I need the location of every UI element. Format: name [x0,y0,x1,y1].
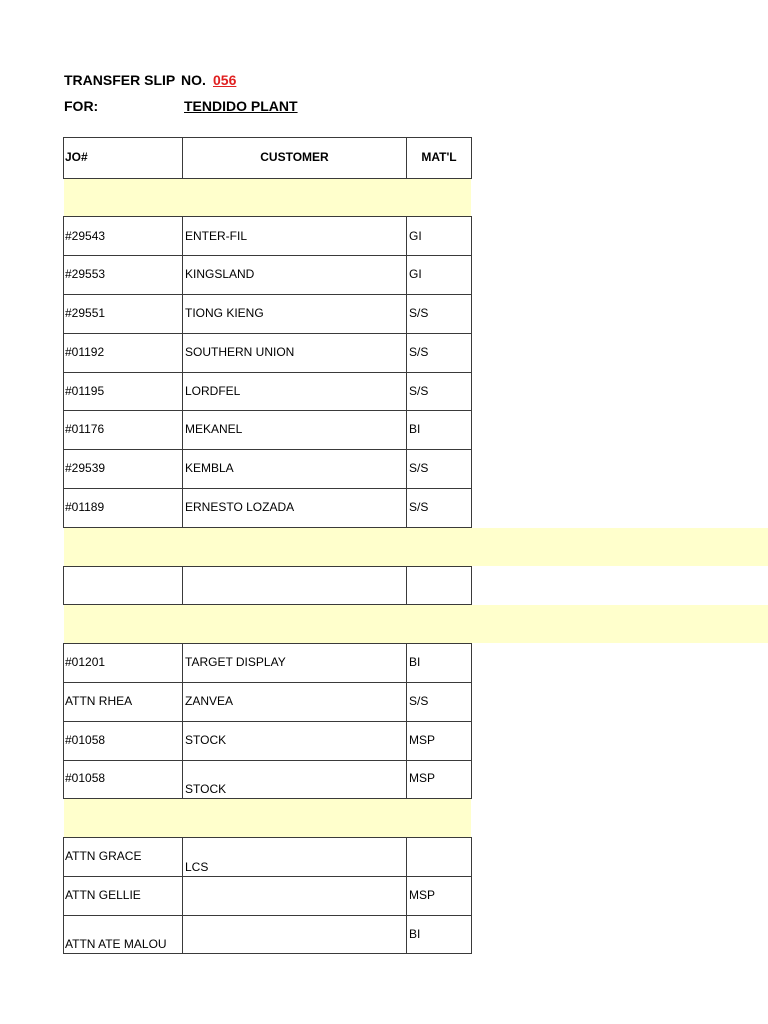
cell-jo: #29543 [65,229,106,243]
cell-jo: #29551 [65,306,106,320]
for-label: FOR: [64,98,99,114]
cell-matl: S/S [409,461,429,475]
cell-jo: #01189 [65,500,105,514]
cell-jo: #01176 [65,422,105,436]
cell-matl: S/S [409,384,429,398]
slip-number-label: NO. [181,72,206,88]
cell-matl: GI [409,229,422,243]
cell-customer: LORDFEL [185,384,241,398]
cell-customer: MEKANEL [185,422,243,436]
cell-matl: BI [409,927,421,941]
cell-customer: TARGET DISPLAY [185,655,286,669]
for-value: TENDIDO PLANT [184,98,298,114]
cell-matl: S/S [409,345,429,359]
column-header-customer: CUSTOMER [260,150,329,164]
cell-customer: ENTER-FIL [185,229,248,243]
cell-jo: ATTN GELLIE [65,888,141,902]
cell-customer: ERNESTO LOZADA [185,500,295,514]
cell-jo: #29553 [65,267,106,281]
cell-jo: #01058 [65,733,106,747]
cell-matl: MSP [409,771,436,785]
section-band [64,528,768,566]
cell-matl: S/S [409,694,429,708]
cell-jo: ATTN ATE MALOU [65,937,167,951]
cell-matl: GI [409,267,422,281]
cell-customer: KINGSLAND [185,267,255,281]
column-header-jo: JO# [65,150,88,164]
cell-jo: #01201 [65,655,106,669]
cell-customer: STOCK [185,733,227,747]
cell-customer: LCS [185,860,209,874]
cell-customer: KEMBLA [185,461,234,475]
slip-title: TRANSFER SLIP [64,72,176,88]
cell-jo: ATTN GRACE [65,849,142,863]
section-band [64,605,768,643]
cell-matl: BI [409,655,421,669]
cell-customer: SOUTHERN UNION [185,345,295,359]
cell-jo: #01195 [65,384,105,398]
slip-number: 056 [213,72,237,88]
cell-customer: TIONG KIENG [185,306,264,320]
cell-jo: #01192 [65,345,105,359]
section-band [64,799,471,837]
column-header-matl: MAT'L [421,150,457,164]
cell-matl: MSP [409,733,436,747]
cell-jo: #01058 [65,771,106,785]
section-band [64,179,471,217]
cell-customer: ZANVEA [185,694,234,708]
cell-jo: #29539 [65,461,106,475]
cell-matl: S/S [409,500,429,514]
cell-matl: S/S [409,306,429,320]
cell-matl: BI [409,422,421,436]
cell-jo: ATTN RHEA [65,694,133,708]
cell-matl: MSP [409,888,436,902]
cell-customer: STOCK [185,782,227,796]
